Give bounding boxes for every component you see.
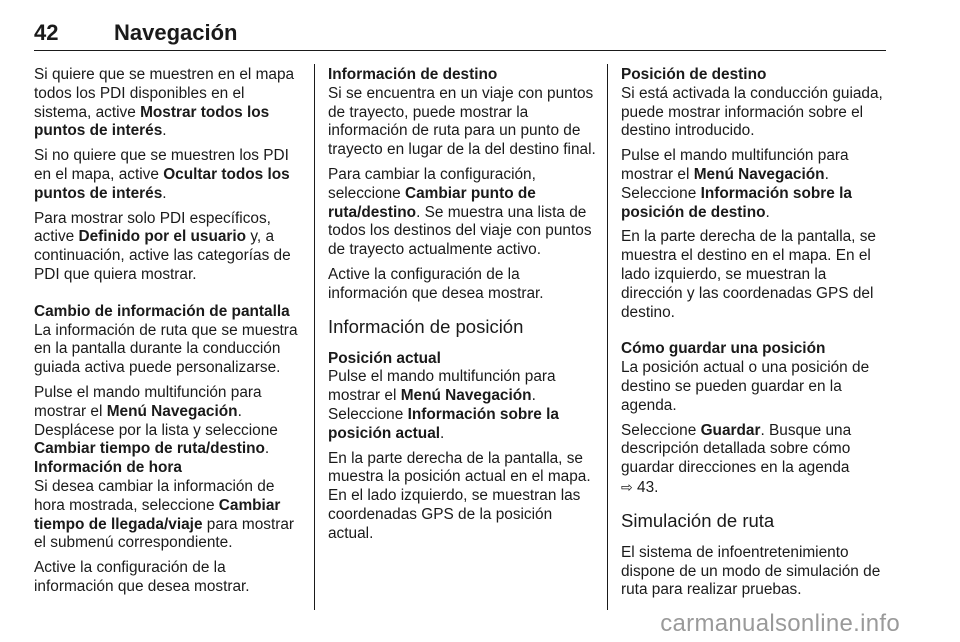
paragraph: Si quiere que se muestren en el mapa todos los PDI disponibles en el sistema, active Mostrar todos los puntos de interés. xyxy=(34,66,295,140)
column-1 xyxy=(34,66,302,603)
paragraph: Si está activada la conducción guiada, puede mostrar información sobre el destino introducido. xyxy=(621,84,883,140)
paragraph: Para mostrar solo PDI específicos, active Definido por el usuario y, a continuación, active las categorías de PDI que quiera mostrar. xyxy=(34,209,291,283)
page-number: 42 xyxy=(34,20,59,45)
subheading: Información de hora xyxy=(34,459,182,477)
page-reference-arrow-icon: ⇨ xyxy=(621,478,633,495)
column-divider xyxy=(607,64,608,610)
paragraph: Para cambiar la configuración, seleccione Cambiar punto de ruta/destino. Se muestra una lista de todos los destinos del viaje con puntos de trayecto actualmente activo. xyxy=(328,165,592,259)
paragraph: Active la configuración de la información que desea mostrar. xyxy=(34,559,250,595)
section-heading: Simulación de ruta xyxy=(621,509,775,531)
paragraph: Seleccione Guardar. Busque una descripción detallada sobre cómo guardar direcciones en la agenda ⇨ 43. xyxy=(621,421,852,496)
watermark: carmanualsonline.info xyxy=(660,610,900,637)
subheading: Cómo guardar una posición xyxy=(621,340,826,358)
paragraph: Active la configuración de la información que desea mostrar. xyxy=(328,265,544,302)
paragraph: En la parte derecha de la pantalla, se muestra el destino en el mapa. En el lado izquierdo, se muestran la dirección y las coordenadas GPS del destino. xyxy=(621,228,876,321)
section-heading: Información de posición xyxy=(328,315,524,337)
subheading: Cambio de información de pantalla xyxy=(34,302,290,320)
paragraph: Pulse el mando multifunción para mostrar el Menú Navegación. Seleccione Información sobre la posición actual. xyxy=(328,368,559,442)
column-divider xyxy=(314,64,315,610)
paragraph: Si se encuentra en un viaje con puntos de trayecto, puede mostrar la información de ruta para un punto de trayecto en lugar de la del destino final. xyxy=(328,84,596,159)
paragraph: En la parte derecha de la pantalla, se muestra la posición actual en el mapa. En el lado izquierdo, se muestran las coordenadas GPS de la posición actual. xyxy=(328,449,591,542)
subheading: Información de destino xyxy=(328,66,498,83)
column-2 xyxy=(328,66,596,550)
column-3 xyxy=(621,66,889,606)
header-rule xyxy=(34,50,886,51)
paragraph: La información de ruta que se muestra en la pantalla durante la conducción guiada activa puede personalizarse. xyxy=(34,321,298,377)
subheading: Posición de destino xyxy=(621,66,767,83)
paragraph: La posición actual o una posición de destino se pueden guardar en la agenda. xyxy=(621,359,870,414)
paragraph: Pulse el mando multifunción para mostrar el Menú Navegación. Seleccione Información sobre la posición de destino. xyxy=(621,147,852,221)
section-title: Navegación xyxy=(114,20,238,45)
paragraph: Si no quiere que se muestren los PDI en el mapa, active Ocultar todos los puntos de interés. xyxy=(34,147,290,202)
paragraph: Si desea cambiar la información de hora mostrada, seleccione Cambiar tiempo de llegada/viaje para mostrar el submenú correspondiente. xyxy=(34,477,295,552)
paragraph: Pulse el mando multifunción para mostrar el Menú Navegación. Desplácese por la lista y seleccione Cambiar tiempo de ruta/destino. xyxy=(34,383,278,458)
subheading: Posición actual xyxy=(328,349,441,367)
paragraph: El sistema de infoentretenimiento dispone de un modo de simulación de ruta para realizar pruebas. xyxy=(621,543,881,599)
page-reference-link[interactable]: 43. xyxy=(632,478,659,496)
